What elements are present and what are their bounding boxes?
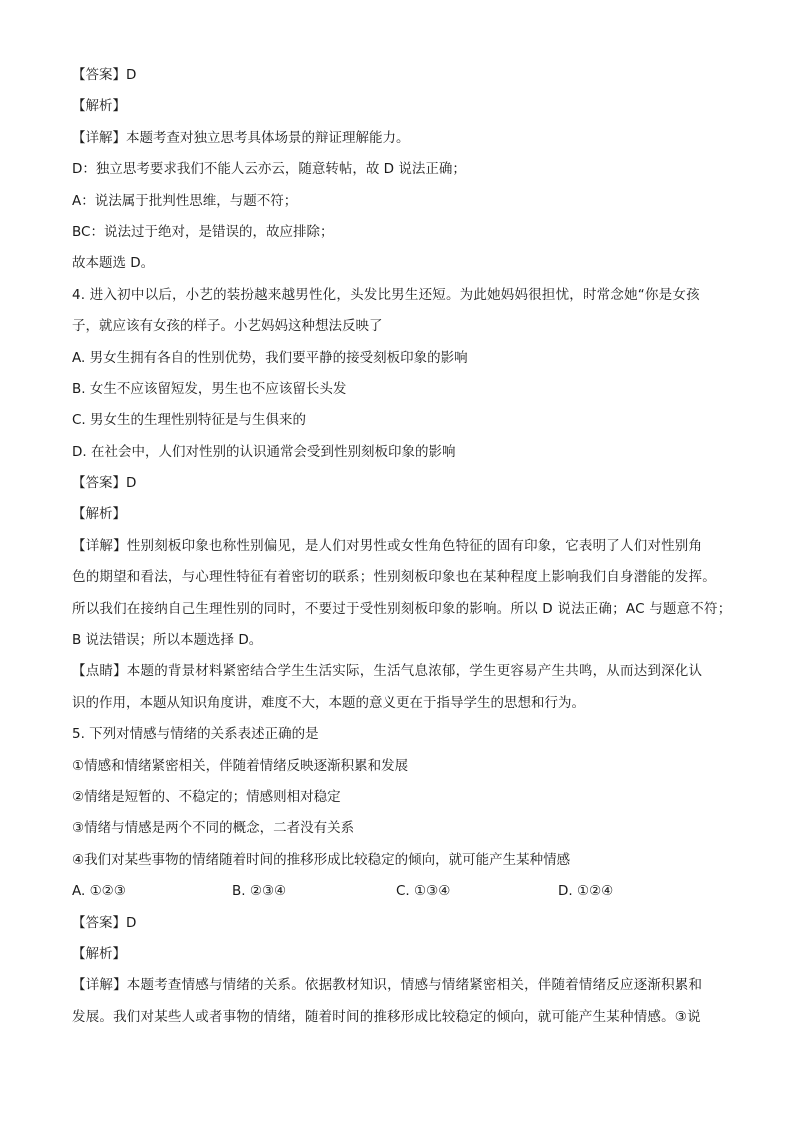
answer-label-q4: 【答案】D: [72, 475, 137, 492]
question-5-stem: 5. 下列对情感与情绪的关系表述正确的是: [72, 726, 319, 743]
question-5-options: [72, 876, 738, 907]
question-5-option-a: A. ①②③: [72, 883, 126, 900]
tip-q4-line1: 【点睛】本题的背景材料紧密结合学生生活实际，生活气息浓郁，学生更容易产生共鸣，从而达到深化认: [72, 663, 703, 680]
question-4-option-a: A. 男女生拥有各自的性别优势，我们要平静的接受刻板印象的影响: [72, 349, 468, 366]
detail-q3: 【详解】本题考查对独立思考具体场景的辩证理解能力。: [72, 129, 410, 146]
answer-label-q3: 【答案】D: [72, 67, 137, 83]
document-page: [72, 60, 738, 1033]
detail-q4-line2: 色的期望和看法，与心理性特征有着密切的联系；性别刻板印象也在某种程度上影响我们自身潜能的发挥。: [72, 569, 716, 586]
detail-q3-d: D：独立思考要求我们不能人云亦云，随意转帖，故 D 说法正确；: [72, 161, 466, 178]
answer-label-q5: 【答案】D: [72, 914, 137, 931]
question-5-option-d: D. ①②④: [558, 883, 614, 900]
tip-q4-line2: 识的作用，本题从知识角度讲，难度不大，本题的意义更在于指导学生的思想和行为。: [72, 694, 585, 711]
analysis-label-q3: 【解析】: [72, 98, 126, 115]
detail-q4-line1: 【详解】性别刻板印象也称性别偏见，是人们对男性或女性角色特征的固有印象，它表明了人们对性别角: [72, 537, 703, 554]
detail-q3-bc: BC：说法过于绝对，是错误的，故应排除；: [72, 223, 334, 240]
question-4-option-b: B. 女生不应该留短发，男生也不应该留长头发: [72, 380, 347, 397]
question-5-statement-1: ①情感和情绪紧密相关，伴随着情绪反映逐渐积累和发展: [72, 757, 409, 774]
question-5-statement-4: ④我们对某些事物的情绪随着时间的推移形成比较稳定的倾向，就可能产生某种情感: [72, 851, 571, 868]
detail-q5-line1: 【详解】本题考查情感与情绪的关系。依据教材知识，情感与情绪紧密相关，伴随着情绪反应逐渐积累和: [72, 977, 703, 994]
question-5-statement-2: ②情绪是短暂的、不稳定的；情感则相对稳定: [72, 788, 341, 805]
analysis-label-q5: 【解析】: [72, 945, 126, 962]
detail-q4-line4: B 说法错误；所以本题选择 D。: [72, 632, 263, 649]
detail-q4-line3: 所以我们在接纳自己生理性别的同时，不要过于受性别刻板印象的影响。所以 D 说法正确；AC 与题意不符；: [72, 600, 732, 617]
question-5-option-b: B. ②③④: [232, 883, 287, 900]
question-4-stem-line1: 4. 进入初中以后，小艺的装扮越来越男性化，头发比男生还短。为此她妈妈很担忧，时常念她“你是女孩: [72, 286, 700, 303]
question-4-stem-line2: 子，就应该有女孩的样子。小艺妈妈这种想法反映了: [72, 318, 383, 335]
question-4-option-d: D. 在社会中，人们对性别的认识通常会受到性别刻板印象的影响: [72, 443, 456, 460]
question-5-option-c: C. ①③④: [396, 883, 451, 900]
analysis-label-q4: 【解析】: [72, 506, 126, 523]
detail-q5-line2: 发展。我们对某些人或者事物的情绪，随着时间的推移形成比较稳定的倾向，就可能产生某种情感。③说: [72, 1008, 701, 1025]
conclusion-q3: 故本题选 D。: [72, 255, 155, 272]
detail-q3-a: A：说法属于批判性思维，与题不符；: [72, 192, 298, 209]
question-4-option-c: C. 男女生的生理性别特征是与生俱来的: [72, 412, 307, 429]
question-5-statement-3: ③情绪与情感是两个不同的概念，二者没有关系: [72, 820, 355, 837]
